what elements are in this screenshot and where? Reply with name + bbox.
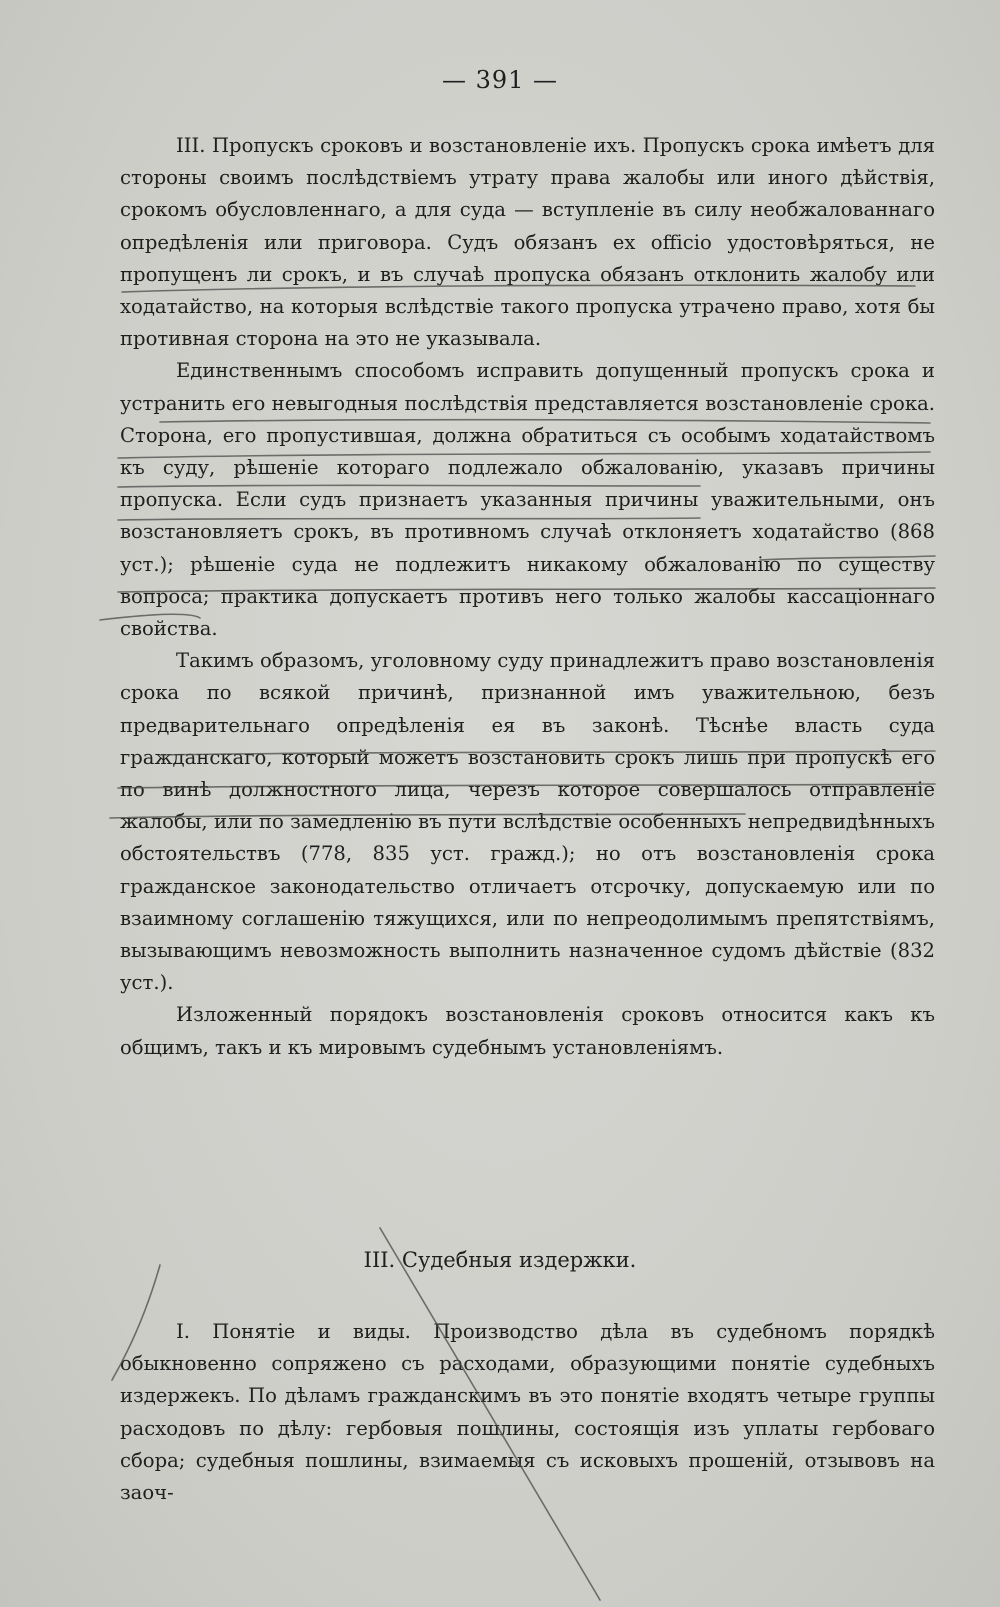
section-text-block <box>120 1316 935 1509</box>
paragraph-2: Единственнымъ способомъ исправить допущенный пропускъ срока и устранить его невыгодныя послѣдствія представляется возстановленіе срока. Сторона, его пропустившая, должна обратиться съ особымъ ходатайствомъ къ суду, рѣшеніе котораго подлежало обжалованію, указавъ причины пропуска. Если судъ признаетъ указанныя причины уважительными, онъ возстановляетъ срокъ, въ противномъ случаѣ отклоняетъ ходатайство (868 уст.); рѣшеніе суда не подлежитъ никакому обжалованію по существу вопроса; практика допускаетъ противъ него только жалобы кассаціоннаго свойства. <box>120 359 935 641</box>
paragraph-3: Такимъ образомъ, уголовному суду принадлежитъ право возстановленія срока по всякой причинѣ, признанной имъ уважительною, безъ предварительнаго опредѣленія ея въ законѣ. Тѣснѣе власть суда гражданскаго, который можетъ возстановить срокъ лишь при пропускѣ его по винѣ должностного лица, черезъ которое совершалось отправленіе жалобы, или по замедленію въ пути вслѣдствіе особенныхъ непредвидѣнныхъ обстоятельствъ (778, 835 уст. гражд.); но отъ возстановленія срока гражданское законодательство отличаетъ отсрочку, допускаемую или по взаимному соглашенію тяжущихся, или по непреодолимымъ препятствіямъ, вызывающимъ невозможность выполнить назначенное судомъ дѣйствіе (832 уст.). <box>120 649 935 995</box>
page-number: — 391 — <box>441 66 559 94</box>
paragraph-1: III. Пропускъ сроковъ и возстановленіе ихъ. Пропускъ срока имѣетъ для стороны своимъ послѣдствіемъ утрату права жалобы или иного дѣйствія, срокомъ обусловленнаго, а для суда — вступленіе въ силу необжалованнаго опредѣленія или приговора. Судъ обязанъ ex officio удостовѣряться, не пропущенъ ли срокъ, и въ случаѣ пропуска обязанъ отклонить жалобу или ходатайство, на которыя вслѣдствіе такого пропуска утрачено право, хотя бы противная сторона на это не указывала. <box>120 134 935 351</box>
section-heading: III. Судебныя издержки. <box>363 1248 637 1272</box>
paragraph-4: Изложенный порядокъ возстановленія сроковъ относится какъ къ общимъ, такъ и къ мировымъ судебнымъ установленіямъ. <box>120 1003 935 1059</box>
section-paragraph-1: I. Понятіе и виды. Производство дѣла въ судебномъ порядкѣ обыкновенно сопряжено съ расходами, образующими понятіе судебныхъ издержекъ. По дѣламъ гражданскимъ въ это понятіе входятъ четыре группы расходовъ по дѣлу: гербовыя пошлины, состоящія изъ уплаты гербоваго сбора; судебныя пошлины, взимаемыя съ исковыхъ прошеній, отзывовъ на заоч- <box>120 1320 935 1505</box>
text-block <box>120 130 935 1064</box>
